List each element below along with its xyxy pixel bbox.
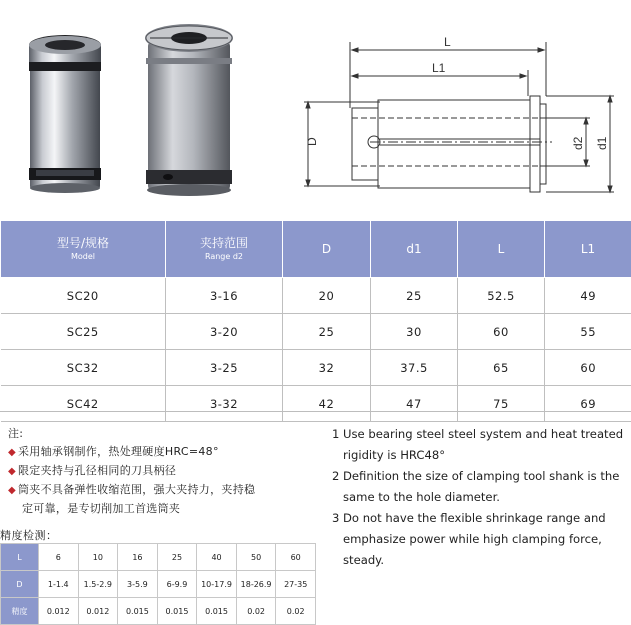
dim-label-d2: d2 (571, 136, 585, 150)
cell-L1: 49 (545, 278, 631, 314)
cell-L1: 69 (545, 386, 631, 422)
header-L1: L1 (545, 221, 631, 278)
dim-label-L1: L1 (432, 61, 446, 75)
dim-label-D: D (305, 137, 319, 146)
cell-L: 75 (458, 386, 545, 422)
collet-photo-small (29, 35, 101, 193)
cell-d1: 25 (371, 278, 458, 314)
bullet-diamond-icon: ◆ (8, 466, 16, 477)
header-L: L (458, 221, 545, 278)
cell: 0.015 (197, 598, 237, 625)
cell: 0.015 (118, 598, 158, 625)
collet-photo-large (145, 24, 233, 196)
cell: 10 (78, 544, 118, 571)
header-d1: d1 (371, 221, 458, 278)
note-item (8, 481, 323, 500)
cell: 40 (197, 544, 237, 571)
note-text: Do not have the flexible shrinkage range and emphasize power while high clamping force, steady. (343, 508, 628, 571)
cell-model: SC20 (1, 278, 166, 314)
header-model (1, 221, 166, 278)
table-row (1, 386, 631, 422)
row-label-L: L (1, 544, 39, 571)
spec-header-row (1, 221, 631, 278)
note-continuation: 定可靠，是专切削加工首选筒夹 (8, 500, 323, 518)
cell-d1: 47 (371, 386, 458, 422)
note-text: Definition the size of clamping tool shank is the same to the hole diameter. (343, 466, 628, 508)
cell-D: 42 (283, 386, 371, 422)
cell-range: 3-20 (166, 314, 283, 350)
cell-range: 3-16 (166, 278, 283, 314)
cell-L1: 60 (545, 350, 631, 386)
cell: 1-1.4 (39, 571, 79, 598)
cell: 10-17.9 (197, 571, 237, 598)
cell: 50 (236, 544, 276, 571)
note-item (8, 462, 323, 481)
cell: 27-35 (276, 571, 316, 598)
cell: 1.5-2.9 (78, 571, 118, 598)
note-item (8, 443, 323, 462)
cell: 0.02 (276, 598, 316, 625)
table-row (1, 544, 316, 571)
note-text: 采用轴承钢制作，热处理硬度HRC=48° (18, 445, 219, 458)
header-range-sublabel: Range d2 (167, 251, 281, 262)
notes-chinese (8, 425, 323, 518)
row-label-precision: 精度 (1, 598, 39, 625)
table-row (1, 350, 631, 386)
accuracy-table (0, 543, 316, 625)
cell: 0.012 (78, 598, 118, 625)
note-text: 筒夹不具备弹性收缩范围，强大夹持力，夹持稳 (18, 483, 255, 496)
cell-model: SC25 (1, 314, 166, 350)
table-row (1, 571, 316, 598)
cell-d1: 30 (371, 314, 458, 350)
note-item (332, 508, 628, 571)
table-row (1, 598, 316, 625)
cell: 6-9.9 (157, 571, 197, 598)
table-row (1, 314, 631, 350)
product-illustration (0, 0, 631, 215)
header-range (166, 221, 283, 278)
notes-english (332, 424, 628, 571)
cell-d1: 37.5 (371, 350, 458, 386)
cell-D: 25 (283, 314, 371, 350)
header-range-label: 夹持范围 (200, 236, 248, 250)
note-item (332, 424, 628, 466)
cell: 0.012 (39, 598, 79, 625)
bullet-diamond-icon: ◆ (8, 485, 16, 496)
cell-range: 3-25 (166, 350, 283, 386)
cell-D: 32 (283, 350, 371, 386)
cell-L: 65 (458, 350, 545, 386)
header-model-label: 型号/规格 (57, 236, 109, 250)
note-number: 3 (332, 508, 343, 571)
accuracy-title: 精度检测： (0, 527, 58, 543)
cell: 18-26.9 (236, 571, 276, 598)
cell: 25 (157, 544, 197, 571)
note-item (332, 466, 628, 508)
cell-model: SC42 (1, 386, 166, 422)
note-number: 2 (332, 466, 343, 508)
cell-model: SC32 (1, 350, 166, 386)
bullet-diamond-icon: ◆ (8, 447, 16, 458)
cell: 0.015 (157, 598, 197, 625)
cell: 6 (39, 544, 79, 571)
dim-label-L: L (444, 35, 451, 49)
section-divider (0, 411, 631, 412)
cell: 16 (118, 544, 158, 571)
header-model-sublabel: Model (2, 251, 164, 262)
note-text: Use bearing steel steel system and heat treated rigidity is HRC48° (343, 424, 628, 466)
table-row (1, 278, 631, 314)
cell: 60 (276, 544, 316, 571)
cell: 3-5.9 (118, 571, 158, 598)
cell-range: 3-32 (166, 386, 283, 422)
cell-L: 52.5 (458, 278, 545, 314)
cell-L: 60 (458, 314, 545, 350)
cell-D: 20 (283, 278, 371, 314)
header-D: D (283, 221, 371, 278)
note-text: 限定夹持与孔径相同的刀具柄径 (18, 464, 176, 477)
note-number: 1 (332, 424, 343, 466)
notes-title: 注: (8, 425, 323, 443)
row-label-D: D (1, 571, 39, 598)
technical-drawing (304, 42, 614, 192)
dim-label-d1: d1 (595, 136, 609, 150)
cell-L1: 55 (545, 314, 631, 350)
spec-table (0, 220, 631, 422)
cell: 0.02 (236, 598, 276, 625)
